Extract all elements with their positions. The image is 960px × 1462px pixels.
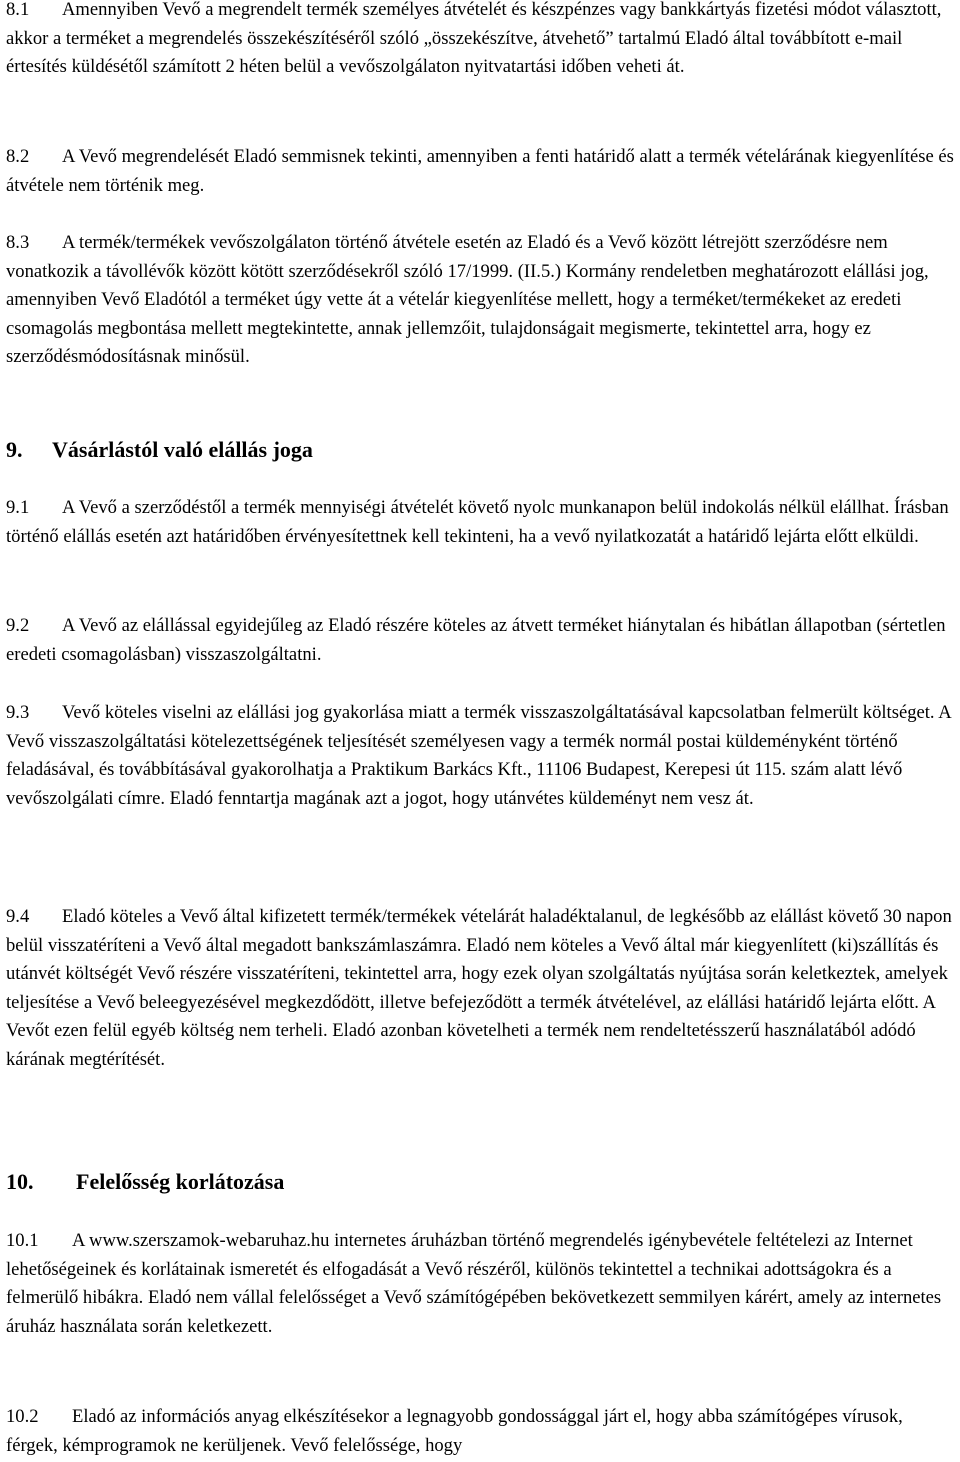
heading-number: 9. — [6, 437, 23, 462]
paragraph-9-1 — [6, 494, 954, 551]
section-heading-9 — [6, 435, 313, 465]
paragraph-10-1 — [6, 1227, 954, 1341]
paragraph-number: 9.3 — [6, 702, 30, 723]
paragraph-number: 9.4 — [6, 906, 30, 927]
paragraph-number: 9.1 — [6, 497, 30, 518]
paragraph-9-2 — [6, 612, 954, 669]
paragraph-number: 8.3 — [6, 232, 30, 253]
paragraph-text: Amennyiben Vevő a megrendelt termék személyes átvételét és készpénzes vagy bankkártyás fizetési módot választott, akkor a terméket a megrendelés összekészítéséről szóló „összekészítve, átvehető” tartalmú Eladó által továbbított e-mail értesítés küldésétől számított 2 héten belül a vevőszolgálaton nyitvatartási időben veheti át. — [6, 0, 942, 78]
paragraph-number: 8.2 — [6, 146, 30, 167]
paragraph-number: 8.1 — [6, 0, 30, 20]
paragraph-8-2 — [6, 143, 954, 200]
heading-title: Felelősség korlátozása — [76, 1169, 285, 1194]
paragraph-text: Vevő köteles viselni az elállási jog gyakorlása miatt a termék visszaszolgáltatásával kapcsolatban felmerült költséget. A Vevő visszaszolgáltatási kötelezettségének teljesítését személyesen vagy a termék normál postai küldeményként történő feladásával, és továbbításával gyakorolhatja a Praktikum Barkács Kft., 11106 Budapest, Kerepesi út 115. szám alatt lévő vevőszolgálati címre. Eladó fenntartja magának azt a jogot, hogy utánvétes küldeményt nem vesz át. — [6, 702, 951, 809]
paragraph-number: 9.2 — [6, 615, 30, 636]
paragraph-text: A Vevő megrendelését Eladó semmisnek tekinti, amennyiben a fenti határidő alatt a termék vételárának kiegyenlítése és átvétele nem történik meg. — [6, 146, 954, 196]
paragraph-10-2 — [6, 1403, 954, 1460]
paragraph-9-3 — [6, 699, 954, 813]
paragraph-text: A Vevő a szerződéstől a termék mennyiségi átvételét követő nyolc munkanapon belül indokolás nélkül elállhat. Írásban történő elállás esetén azt határidőben érvényesítettnek kell tekinteni, ha a vevő nyilatkozatát a határidő lejárta előtt elküldi. — [6, 497, 949, 547]
paragraph-text: A www.szerszamok-webaruhaz.hu internetes áruházban történő megrendelés igénybevétele feltételezi az Internet lehetőségeinek és korlátainak ismeretét és elfogadását a Vevő részéről, különös tekintettel a technikai adottságokra és a felmerülő hibákra. Eladó nem vállal felelősséget a Vevő számítógépében bekövetkezett semmilyen kárért, amely az internetes áruház használata során keletkezett. — [6, 1230, 942, 1337]
section-heading-10 — [6, 1167, 284, 1197]
heading-title: Vásárlástól való elállás joga — [52, 437, 313, 462]
paragraph-9-4 — [6, 903, 954, 1075]
paragraph-text: Eladó köteles a Vevő által kifizetett termék/termékek vételárát haladéktalanul, de legkésőbb az elállást követő 30 napon belül visszatéríteni a Vevő által megadott bankszámlaszámra. Eladó nem köteles a Vevő által már kiegyenlített (ki)szállítás és utánvét költségét Vevő részére visszatéríteni, tekintettel arra, hogy ezek olyan szolgáltatás nyújtása során keletkeztek, amelyek teljesítése a Vevő beleegyezésével megkezdődött, illetve befejeződött a termék átvételével, az elállási határidő lejárta előtt. A Vevőt ezen felül egyéb költség nem terheli. Eladó azonban követelheti a termék nem rendeltetésszerű használatából adódó kárának megtérítését. — [6, 906, 952, 1070]
heading-number: 10. — [6, 1169, 34, 1194]
paragraph-number: 10.2 — [6, 1406, 39, 1427]
paragraph-8-1 — [6, 0, 954, 82]
paragraph-text: Eladó az információs anyag elkészítésekor a legnagyobb gondossággal járt el, hogy abba számítógépes vírusok, férgek, kémprogramok ne kerüljenek. Vevő felelőssége, hogy — [6, 1406, 903, 1456]
paragraph-text: A Vevő az elállással egyidejűleg az Eladó részére köteles az átvett terméket hiánytalan és hibátlan állapotban (sértetlen eredeti csomagolásban) visszaszolgáltatni. — [6, 615, 946, 665]
paragraph-number: 10.1 — [6, 1230, 39, 1251]
paragraph-8-3 — [6, 229, 954, 372]
paragraph-text: A termék/termékek vevőszolgálaton történő átvétele esetén az Eladó és a Vevő között létrejött szerződésre nem vonatkozik a távollévők között kötött szerződésekről szóló 17/1999. (II.5.) Kormány rendeletben meghatározott elállási jog, amennyiben Vevő Eladótól a terméket úgy vette át a vételár kiegyenlítése mellett, hogy a terméket/termékeket az eredeti csomagolás megbontása mellett megtekintette, annak jellemzőit, tulajdonságait megismerte, tekintettel arra, hogy ez szerződésmódosításnak minősül. — [6, 232, 929, 368]
